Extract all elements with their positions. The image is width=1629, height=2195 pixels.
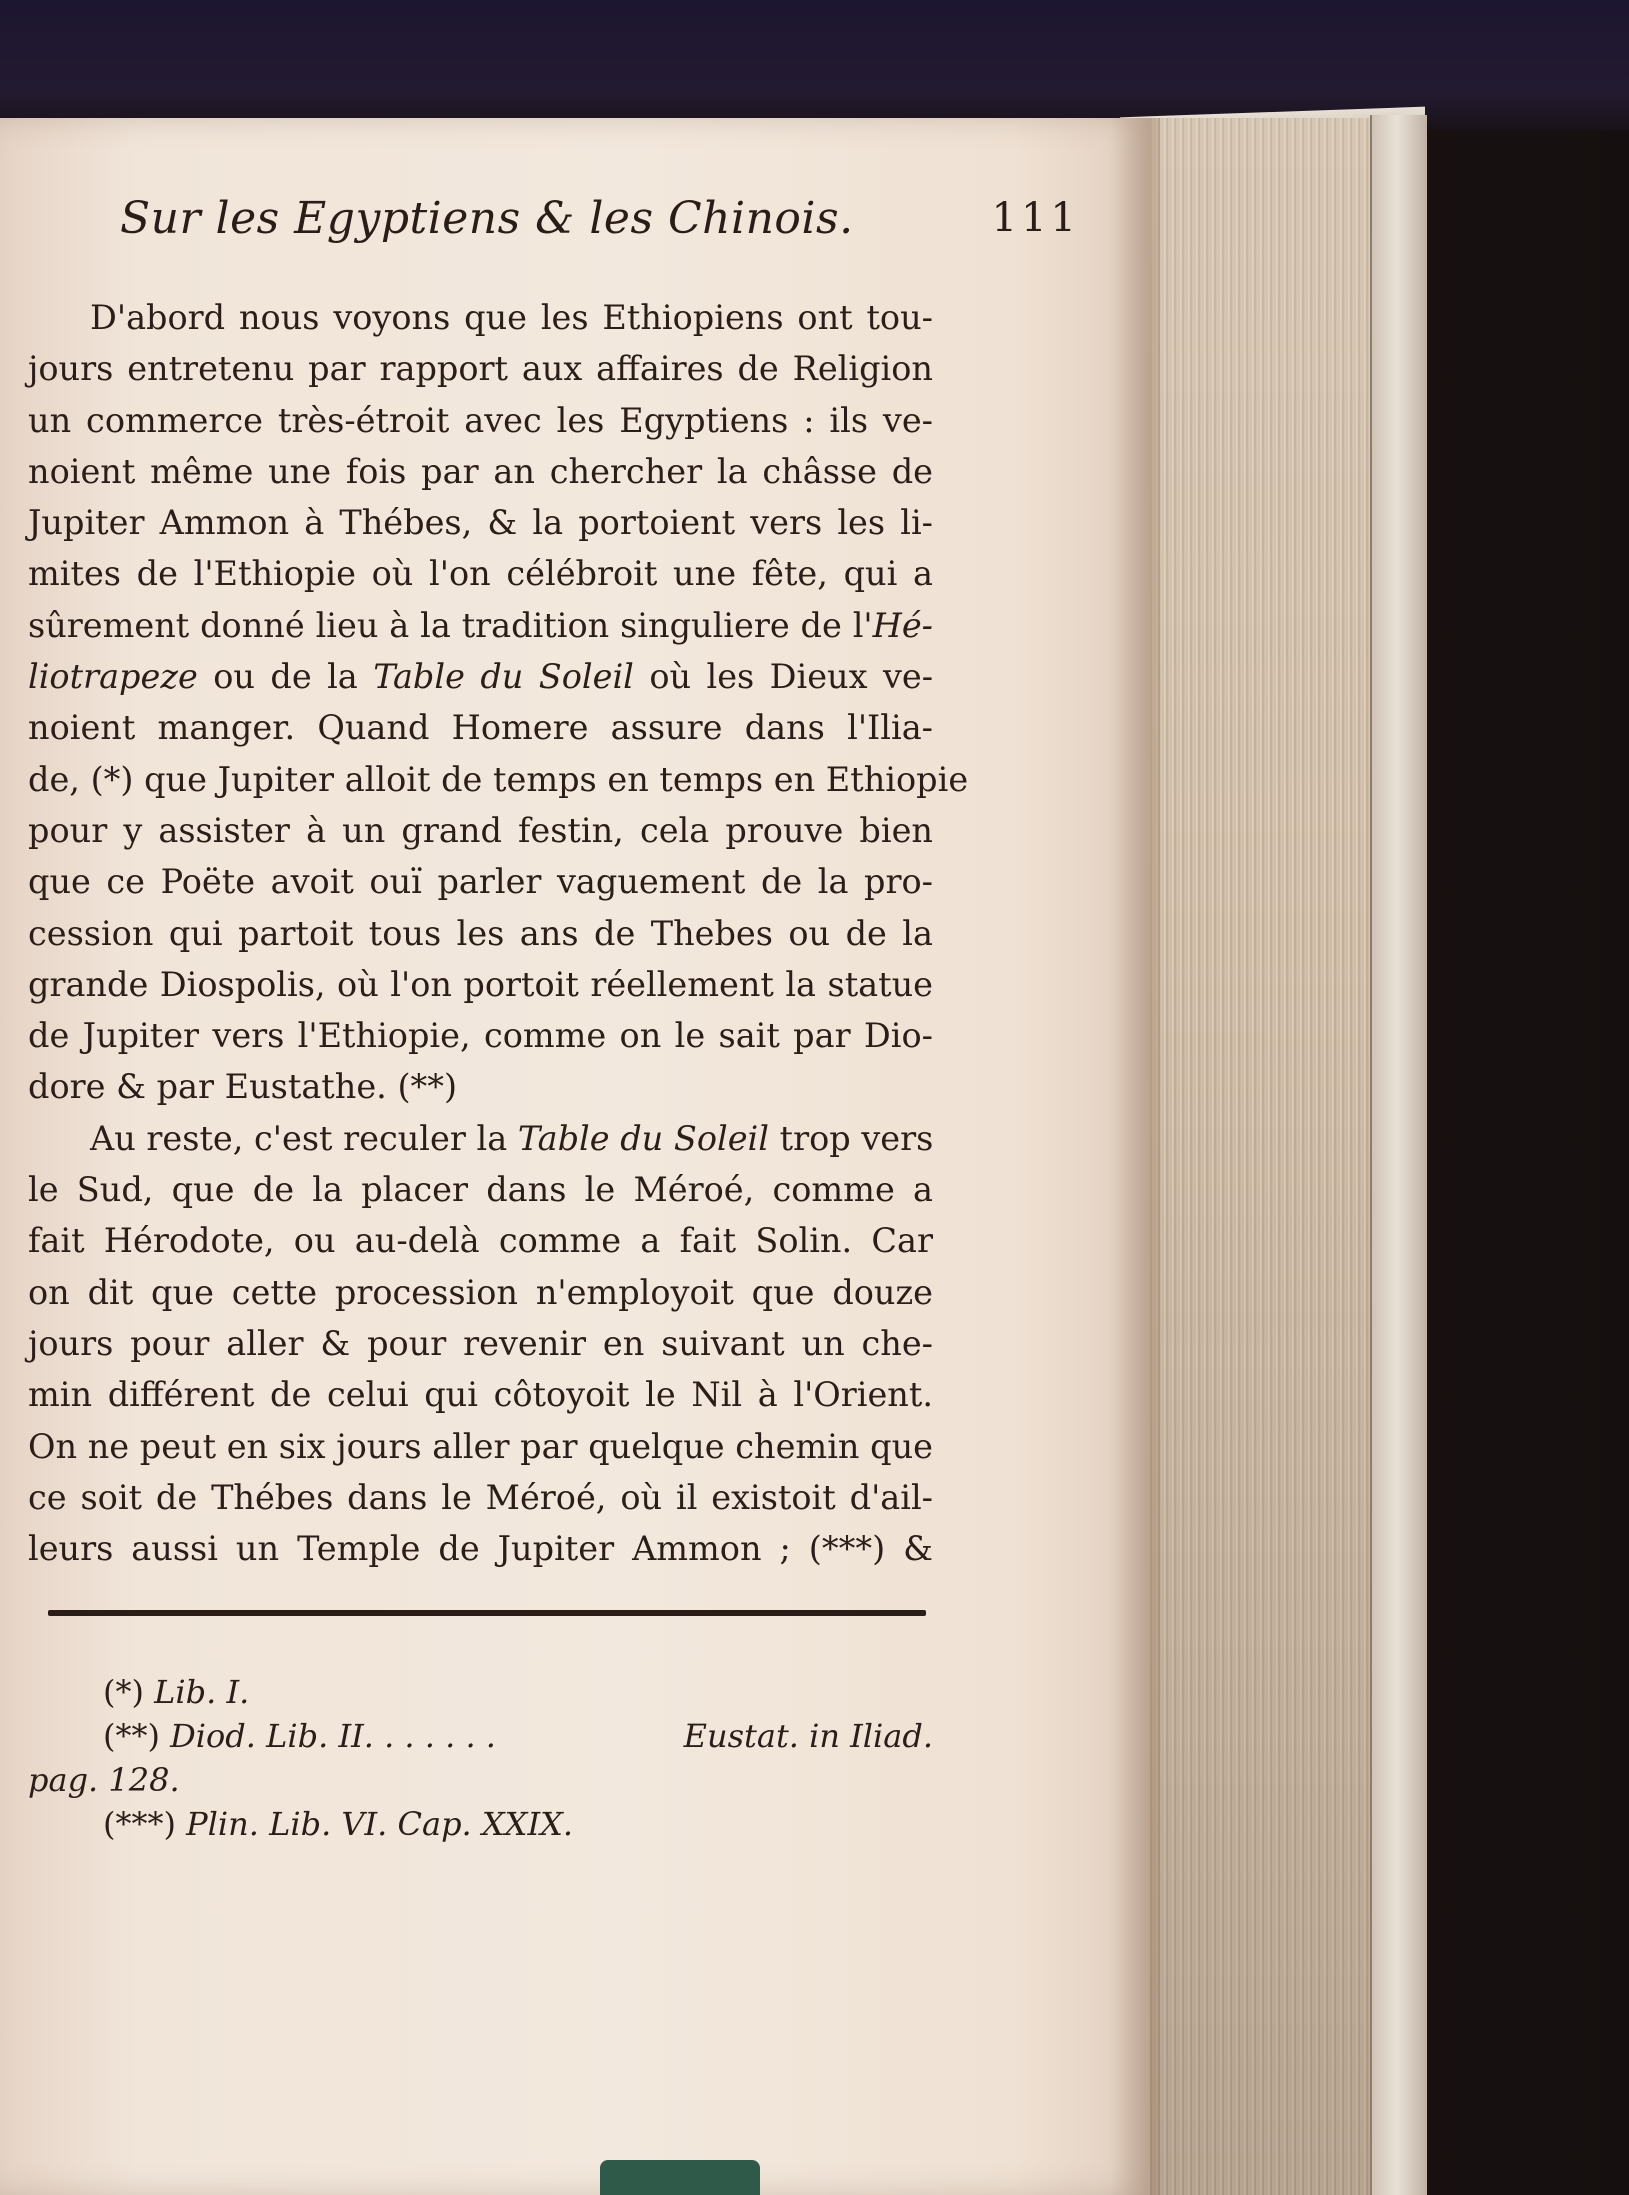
footnote-2-continuation: pag. 128. [28,1761,180,1799]
book-cover-edge [1370,115,1427,2195]
body-text [28,292,969,1574]
text-line: que ce Poëte avoit ouï parler vaguement de la pro- [28,862,933,902]
running-head [120,193,1120,263]
text-line: noient manger. Quand Homere assure dans l'Ilia- [28,708,933,748]
text-line: pour y assister à un grand festin, cela prouve bien [28,810,933,850]
text-line: jours entretenu par rapport aux affaires de Religion [28,349,933,389]
text-line [28,1113,933,1164]
footnote-1 [28,1670,933,1714]
text-fragment: où les Dieux ve- [633,657,934,697]
footnote-mark: (*) [103,1673,144,1711]
footnote-text: Diod. Lib. II. . . . . . . [159,1717,496,1755]
text-line: on dit que cette procession n'employoit que douze [28,1272,933,1312]
footnote-text-right: Eustat. in Iliad. [683,1717,933,1755]
text-line: le Sud, que de la placer dans le Méroé, comme a [28,1170,933,1210]
text-line [28,651,933,702]
footnotes [28,1670,933,1846]
footnote-3 [28,1802,933,1846]
footnote-text: Plin. Lib. VI. Cap. XXIX. [175,1805,574,1843]
text-line: leurs aussi un Temple de Jupiter Ammon ; (***) & [28,1529,933,1569]
page-number: 111 [991,195,1080,241]
text-line: dore & par Eustathe. (**) [28,1067,458,1107]
text-line: cession qui partoit tous les ans de Thebes ou de la [28,913,933,953]
text-fragment: sûrement donné lieu à la tradition singuliere de l' [28,605,873,645]
text-line: de, (*) que Jupiter alloit de temps en temps en Ethiopie [28,759,969,799]
footnote-text: Lib. I. [143,1673,250,1711]
italic-fragment: Hé- [872,605,933,645]
text-fragment: trop vers [768,1118,934,1158]
text-line [28,600,933,651]
page-gutter-shadow [1110,118,1160,2195]
footnote-mark: (**) [103,1717,160,1755]
text-fragment: ou de la [197,657,374,697]
text-line: On ne peut en six jours aller par quelque chemin que [28,1426,933,1466]
running-head-title: Sur les Egyptiens & les Chinois. [120,193,854,244]
text-line: noient même une fois par an chercher la châsse de [28,451,933,491]
text-line: min différent de celui qui côtoyoit le Nil à l'Orient. [28,1375,933,1415]
footnote-mark: (***) [103,1805,176,1843]
text-line: Jupiter Ammon à Thébes, & la portoient vers les li- [28,503,933,543]
text-line: D'abord nous voyons que les Ethiopiens ont tou- [90,298,933,337]
text-line: grande Diospolis, où l'on portoit réellement la statue [28,964,933,1004]
text-line: ce soit de Thébes dans le Méroé, où il existoit d'ail- [28,1477,933,1517]
footnote-2 [28,1714,933,1758]
text-line: fait Hérodote, ou au-delà comme a fait Solin. Car [28,1221,933,1261]
footnote-rule [48,1610,926,1616]
text-line: de Jupiter vers l'Ethiopie, comme on le sait par Dio- [28,1016,933,1056]
text-fragment: Au reste, c'est reculer la [90,1118,518,1158]
text-line: un commerce très-étroit avec les Egyptiens : ils ve- [28,400,933,440]
italic-fragment: Table du Soleil [373,657,634,697]
text-line: jours pour aller & pour revenir en suivant un che- [28,1323,933,1363]
text-line: mites de l'Ethiopie où l'on célébroit une fête, qui a [28,554,933,594]
italic-fragment: Table du Soleil [517,1118,769,1158]
bookmark-ribbon [600,2160,760,2195]
italic-fragment: liotrapeze [28,657,198,697]
